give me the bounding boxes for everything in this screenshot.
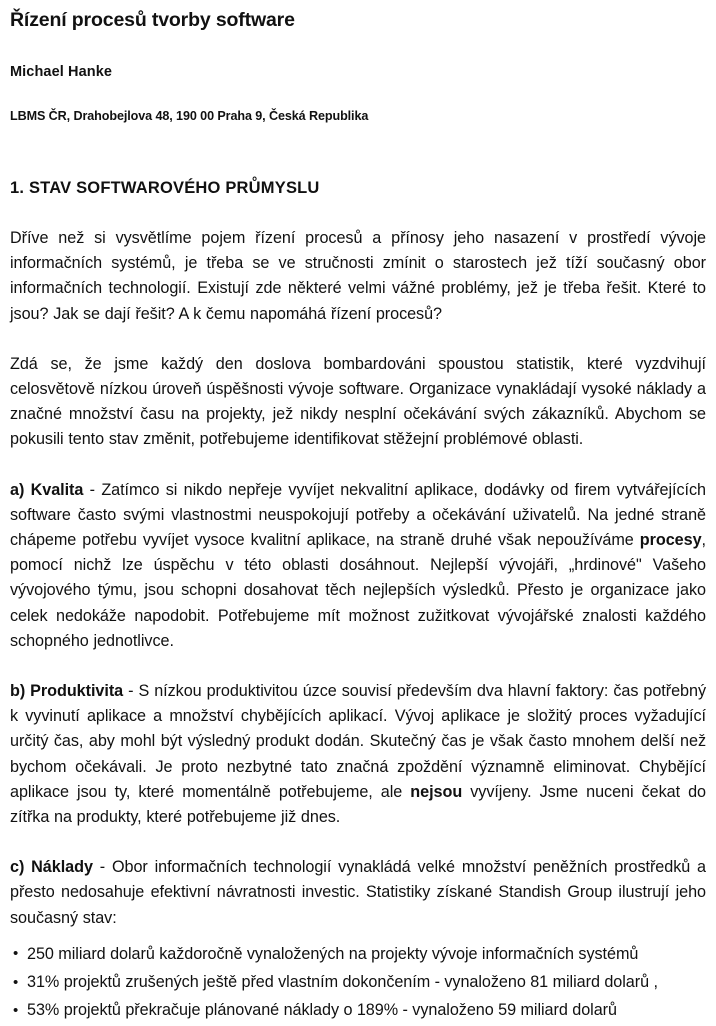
kvalita-emphasis: procesy <box>639 531 702 550</box>
label-kvalita: a) Kvalita <box>10 480 84 499</box>
label-naklady: c) Náklady <box>10 858 93 877</box>
paragraph-naklady <box>10 855 706 931</box>
paragraph-statistics: Zdá se, že jsme každý den doslova bombardováni spoustou statistik, které vyzdvihují celosvětově nízkou úroveň úspěšnosti vývoje software. Organizace vynakládají vysoké náklady a značné množství času na projekty, jež nikdy nesplní očekávání svých zákazníků. Abychom se pokusili tento stav změnit, potřebujeme identifikovat stěžejní problémové oblasti. <box>10 354 706 449</box>
paragraph-intro: Dříve než si vysvětlíme pojem řízení procesů a přínosy jeho nasazení v prostředí vývoje informačních systémů, je třeba se ve stručnosti zmínit o starostech jež tíží současný obor informačních technologií. Existují zde některé velmi vážné problémy, jež je třeba řešit. Které to jsou? Jak se dají řešit? A k čemu napomáhá řízení procesů? <box>10 229 706 323</box>
section-heading-1: 1. STAV SOFTWAROVÉHO PRŮMYSLU <box>10 179 320 197</box>
paragraph-kvalita <box>10 478 706 654</box>
list-item: • 250 miliard dolarů každoročně vynaložených na projekty vývoje informačních systémů <box>10 942 706 967</box>
statistics-bullet-list <box>10 942 706 1024</box>
page-content <box>10 8 706 1026</box>
produktivita-emphasis: nejsou <box>410 782 463 801</box>
kvalita-text-1: - Zatímco si nikdo nepřeje vyvíjet nekvalitní aplikace, dodávky od firem vytvářejících software často svými vlastnostmi neuspokojují potřeby a očekávání uživatelů. Na jedné straně chápeme potřebu vyvíjet vysoce kvalitní aplikace, na straně druhé však nepoužíváme <box>10 480 706 550</box>
kvalita-text-2: , pomocí nichž lze úspěchu v této oblasti dosáhnout. Nejlepší vývojáři, „hrdinové" Vašeho vývojového týmu, jsou schopni dosahovat těch nejlepších výsledků. Přesto je organizace jako celek nedokáže napodobit. Potřebujeme mít možnost zužitkovat vývojářské znalosti každého schopného jednotlivce. <box>10 531 706 650</box>
author-affiliation: LBMS ČR, Drahobejlova 48, 190 00 Praha 9, Česká Republika <box>10 109 369 123</box>
list-item: • 31% projektů zrušených ještě před vlastním dokončením - vynaloženo 81 miliard dolarů , <box>10 970 706 995</box>
produktivita-text-1: - S nízkou produktivitou úzce souvisí především dva hlavní faktory: čas potřebný k vyvinutí aplikace a množství chybějících aplikací. Vývoj aplikace je složitý proces vyžadující určitý čas, aby mohl být výsledný produkt dodán. Skutečný čas je však často mnohem delší než bychom očekávali. Je proto nezbytné tato značná zpoždění významně eliminovat. Chybějící aplikace jsou ty, které momentálně potřebujeme, ale <box>10 682 706 801</box>
paragraph-produktivita <box>10 679 706 830</box>
author-name: Michael Hanke <box>10 64 113 80</box>
produktivita-text-2: vyvíjeny. Jsme nuceni čekat do zítřka na produkty, které potřebujeme již dnes. <box>10 782 707 827</box>
list-item: • 53% projektů překračuje plánované náklady o 189% - vynaloženo 59 miliard dolarů <box>10 998 706 1023</box>
page-title: Řízení procesů tvorby software <box>10 9 295 31</box>
label-produktivita: b) Produktivita <box>10 682 124 701</box>
naklady-text: - Obor informačních technologií vynakládá velké množství peněžních prostředků a přesto nedosahuje efektivní návratnosti investic. Statistiky získané Standish Group ilustrují jeho současný stav: <box>10 858 707 927</box>
